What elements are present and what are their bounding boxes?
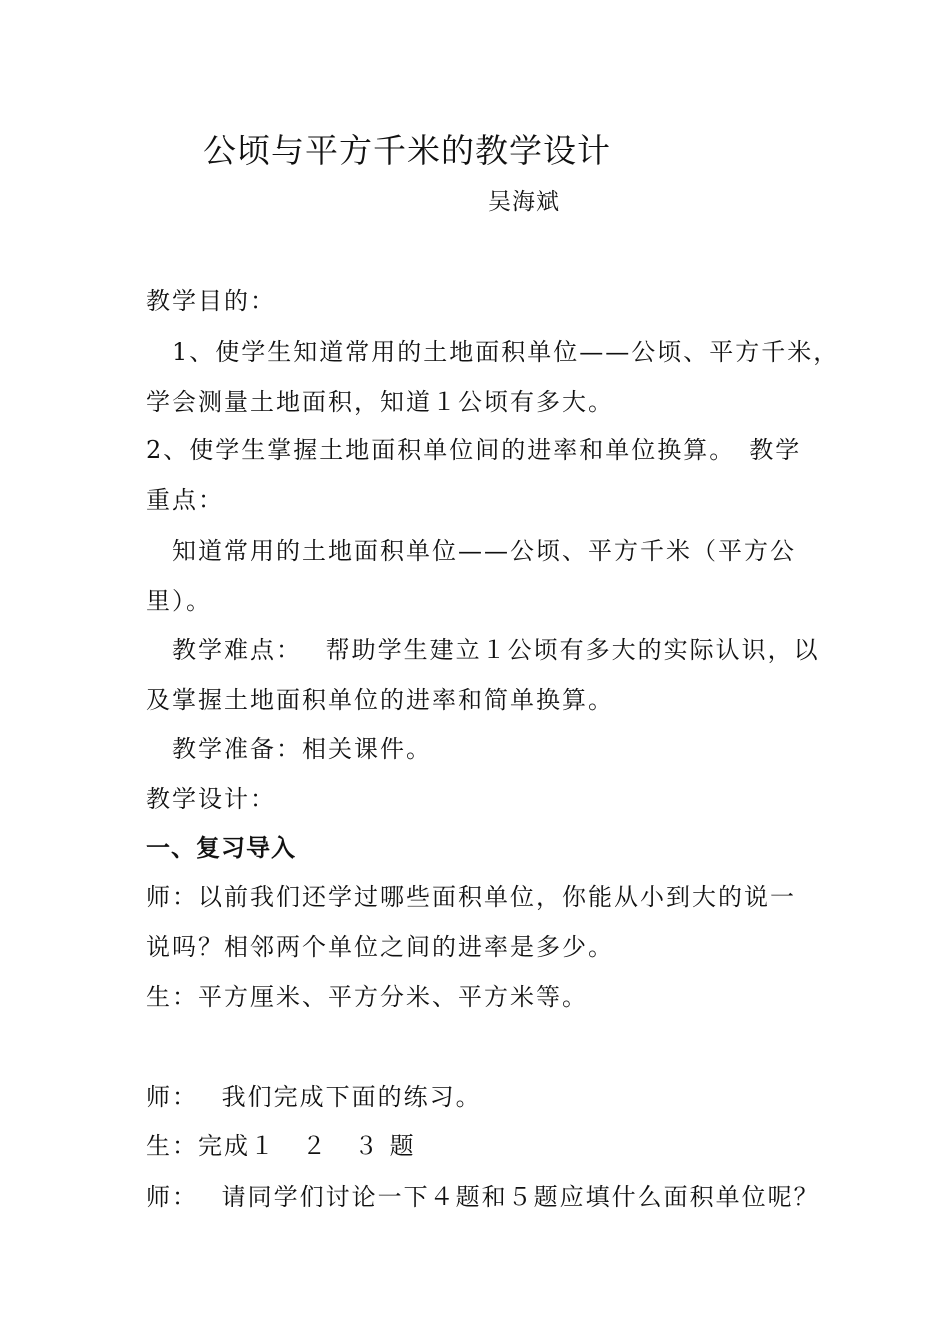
- paragraph-line: 重点：: [146, 486, 224, 514]
- paragraph-line: 生：完成１ ２ ３ 题: [146, 1132, 416, 1160]
- paragraph-line: 生：平方厘米、平方分米、平方米等。: [146, 983, 588, 1011]
- document-title: 公顷与平方千米的教学设计: [203, 131, 611, 170]
- document-author: 吴海斌: [488, 189, 560, 215]
- section-heading: 一、复习导入: [146, 834, 296, 862]
- paragraph-line: 师： 我们完成下面的练习。: [146, 1083, 482, 1111]
- paragraph-line: 2、使学生掌握土地面积单位间的进率和单位换算。 教学: [146, 436, 802, 464]
- paragraph-line: 教学准备：相关课件。: [172, 735, 432, 763]
- paragraph-line: 里）。: [146, 587, 212, 615]
- paragraph-line: 及掌握土地面积单位的进率和简单换算。: [146, 686, 614, 714]
- paragraph-line: 教学难点： 帮助学生建立１公顷有多大的实际认识，以: [172, 636, 820, 664]
- paragraph-line: 师：以前我们还学过哪些面积单位，你能从小到大的说一: [146, 883, 796, 911]
- paragraph-line: 说吗？相邻两个单位之间的进率是多少。: [146, 933, 614, 961]
- paragraph-line: 师： 请同学们讨论一下４题和５题应填什么面积单位呢？: [146, 1183, 820, 1211]
- paragraph-line: 知道常用的土地面积单位——公顷、平方千米（平方公: [172, 537, 796, 565]
- paragraph-line: 教学目的：: [146, 287, 276, 315]
- paragraph-line: 学会测量土地面积，知道１公顷有多大。: [146, 388, 614, 416]
- paragraph-line: 教学设计：: [146, 785, 276, 813]
- paragraph-line: 1、使学生知道常用的土地面积单位——公顷、平方千米，: [172, 338, 840, 366]
